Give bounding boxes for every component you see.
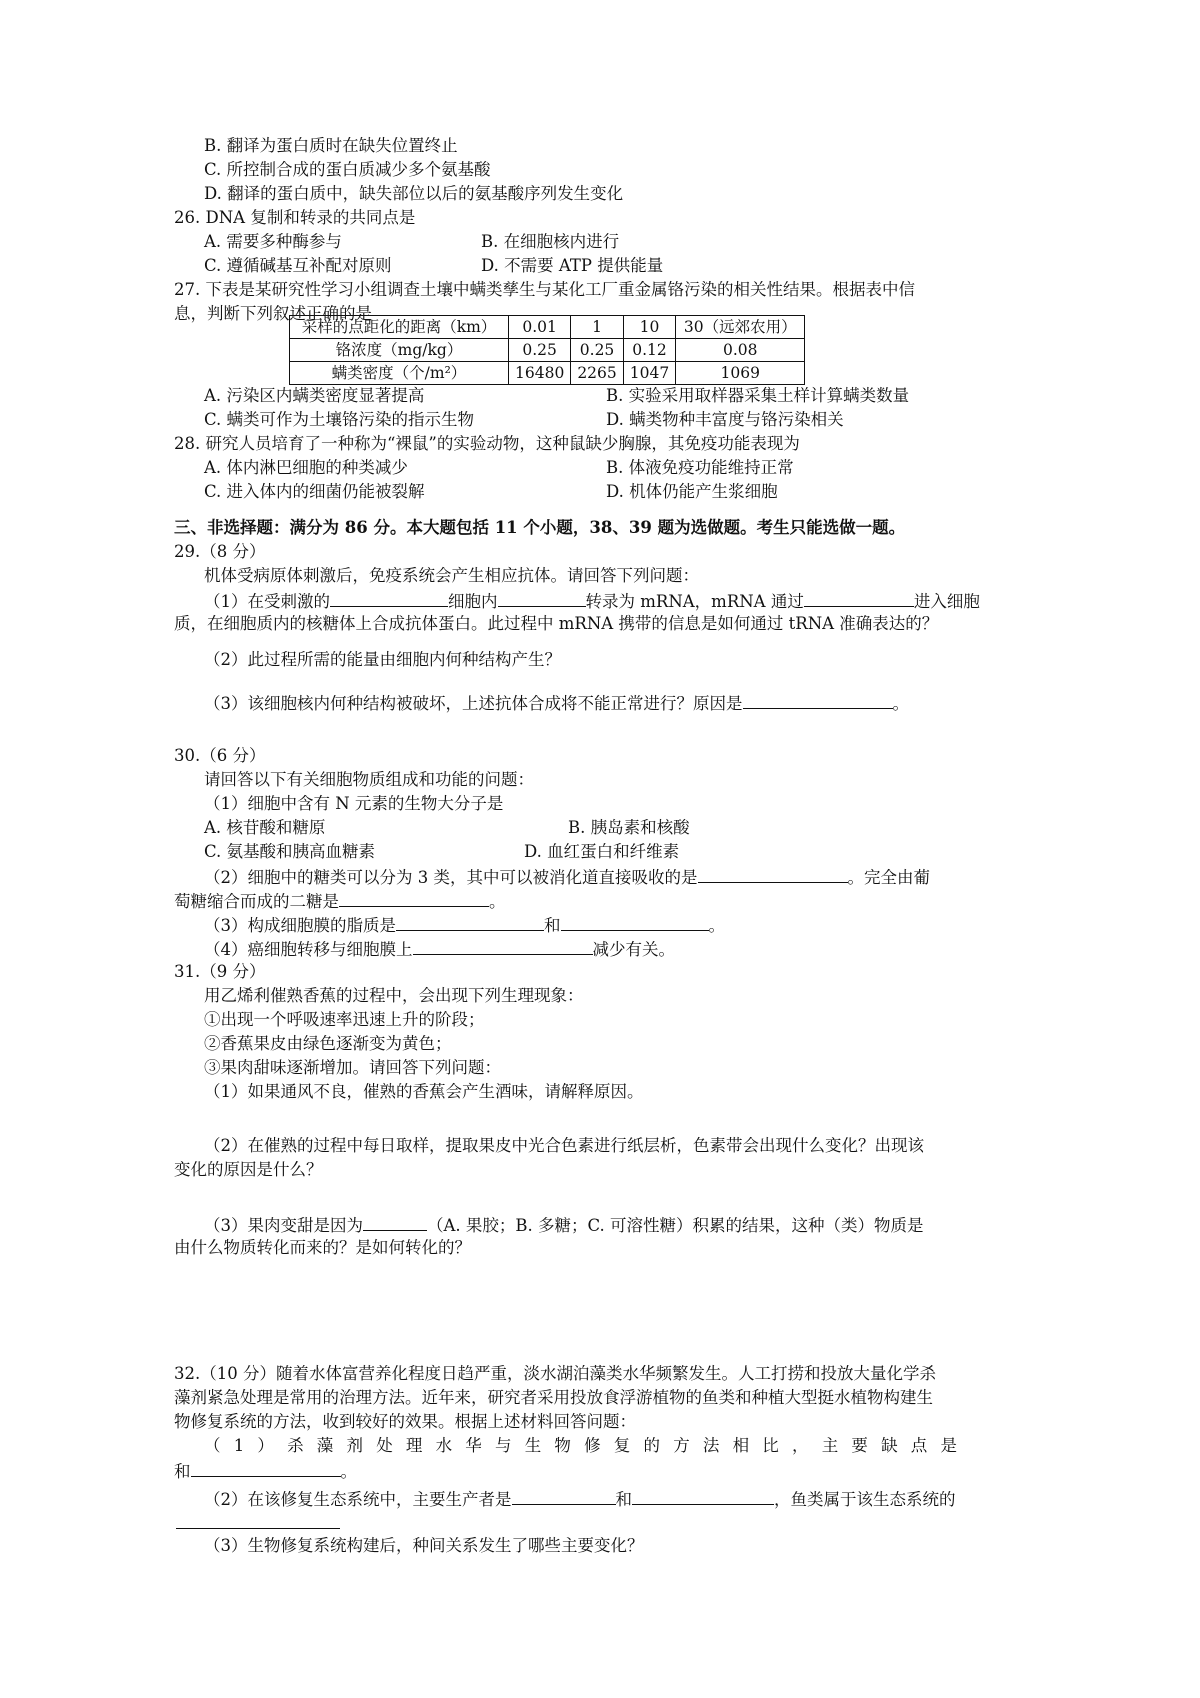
q32-part2 xyxy=(204,1486,956,1512)
q31-heading: 31.（9 分） xyxy=(174,962,266,981)
q31-item1: ①出现一个呼吸速率迅速上升的阶段； xyxy=(204,1010,485,1029)
q30-intro: 请回答以下有关细胞物质组成和功能的问题： xyxy=(204,770,534,789)
q27-option-d: D. 螨类物种丰富度与铬污染相关 xyxy=(606,410,844,429)
text: 细胞内 xyxy=(448,592,498,611)
q32-stem-line3: 物修复系统的方法，收到较好的效果。根据上述材料回答问题： xyxy=(174,1412,636,1431)
text: 和 xyxy=(615,1490,632,1509)
q28-stem: 28. 研究人员培育了一种称为“裸鼠”的实验动物，这种鼠缺少胸腺，其免疫功能表现为 xyxy=(174,434,800,453)
q28-option-d: D. 机体仍能产生浆细胞 xyxy=(606,482,778,501)
text: （4）癌细胞转移与细胞膜上 xyxy=(204,940,413,959)
table-row xyxy=(290,362,805,385)
blank-line xyxy=(176,1510,340,1529)
text: （2）在该修复生态系统中，主要生产者是 xyxy=(204,1490,512,1509)
blank-line xyxy=(561,912,709,931)
table-row xyxy=(290,339,805,362)
q31-item3: ③果肉甜味逐渐增加。请回答下列问题： xyxy=(204,1058,501,1077)
q31-part3-cont: 由什么物质转化而来的？是如何转化的？ xyxy=(174,1238,471,1257)
text: 。 xyxy=(708,916,725,935)
q32-part3: （3）生物修复系统构建后，种间关系发生了哪些主要变化？ xyxy=(204,1536,644,1555)
text: （1）在受刺激的 xyxy=(204,592,330,611)
q29-part1-cont: 质，在细胞质内的核糖体上合成抗体蛋白。此过程中 mRNA 携带的信息是如何通过 tRNA 准确表达的？ xyxy=(174,614,939,633)
table-cell: 1047 xyxy=(623,362,675,385)
q27-option-b: B. 实验采用取样器采集土样计算螨类数量 xyxy=(606,386,910,405)
q29-heading: 29.（8 分） xyxy=(174,542,266,561)
q32-part2-cont xyxy=(176,1510,340,1536)
q26-option-c: C. 遵循碱基互补配对原则 xyxy=(204,256,392,275)
table-cell: 0.12 xyxy=(623,339,675,362)
table-cell: 0.25 xyxy=(571,339,623,362)
q27-stem-line2: 息，判断下列叙述正确的是 xyxy=(174,304,372,323)
table-cell: 0.25 xyxy=(509,339,571,362)
q30-part3 xyxy=(204,912,725,938)
q30-part2 xyxy=(204,864,930,890)
blank-line xyxy=(804,588,914,607)
text: 萄糖缩合而成的二糖是 xyxy=(174,892,339,911)
text: 和 xyxy=(544,916,561,935)
blank-line xyxy=(743,690,893,709)
q29-intro: 机体受病原体刺激后，免疫系统会产生相应抗体。请回答下列问题： xyxy=(204,566,699,585)
q25-option-c: C. 所控制合成的蛋白质减少多个氨基酸 xyxy=(204,160,491,179)
table-cell: 1 xyxy=(571,316,623,339)
q30-option-d: D. 血红蛋白和纤维素 xyxy=(524,842,680,861)
q27-option-c: C. 螨类可作为土壤铬污染的指示生物 xyxy=(204,410,475,429)
q31-part2-cont: 变化的原因是什么？ xyxy=(174,1160,323,1179)
text: 。 xyxy=(340,1462,357,1481)
text: 转录为 mRNA，mRNA 通过 xyxy=(585,592,804,611)
q30-option-a: A. 核苷酸和糖原 xyxy=(204,818,326,837)
blank-line xyxy=(191,1458,341,1477)
q26-option-d: D. 不需要 ATP 提供能量 xyxy=(481,256,664,275)
q31-part2: （2）在催熟的过程中每日取样，提取果皮中光合色素进行纸层析，色素带会出现什么变化？出现该 xyxy=(204,1136,924,1155)
blank-line xyxy=(512,1486,616,1505)
q30-part1: （1）细胞中含有 N 元素的生物大分子是 xyxy=(204,794,504,813)
q25-option-b: B. 翻译为蛋白质时在缺失位置终止 xyxy=(204,136,458,155)
q31-part1: （1）如果通风不良，催熟的香蕉会产生酒味，请解释原因。 xyxy=(204,1082,644,1101)
q29-part2: （2）此过程所需的能量由细胞内何种结构产生？ xyxy=(204,650,561,669)
table-cell: 采样的点距化的距离（km） xyxy=(290,316,509,339)
q29-part3 xyxy=(204,690,909,716)
q31-part3 xyxy=(204,1212,924,1238)
table-cell: 10 xyxy=(623,316,675,339)
table-cell: 30（远郊农用） xyxy=(676,316,805,339)
q27-option-a: A. 污染区内螨类密度显著提高 xyxy=(204,386,425,405)
q32-part1-cont xyxy=(174,1458,357,1484)
table-cell: 2265 xyxy=(571,362,623,385)
blank-line xyxy=(698,864,848,883)
q30-option-b: B. 胰岛素和核酸 xyxy=(568,818,690,837)
text: （3）果肉变甜是因为 xyxy=(204,1216,363,1235)
q30-part2-cont xyxy=(174,888,506,914)
q29-part1 xyxy=(204,588,980,614)
q30-part4 xyxy=(204,936,675,962)
table-cell: 螨类密度（个/m²） xyxy=(290,362,509,385)
q31-item2: ②香蕉果皮由绿色逐渐变为黄色； xyxy=(204,1034,452,1053)
blank-line xyxy=(363,1212,427,1231)
blank-line xyxy=(339,888,489,907)
q28-option-b: B. 体液免疫功能维持正常 xyxy=(606,458,794,477)
section-heading: 三、非选择题：满分为 86 分。本大题包括 11 个小题，38、39 题为选做题。考生只能选做一题。 xyxy=(174,518,906,537)
text: 。 xyxy=(892,694,909,713)
blank-line xyxy=(396,912,544,931)
table-row xyxy=(290,316,805,339)
q26-option-b: B. 在细胞核内进行 xyxy=(481,232,620,251)
text: 。完全由葡 xyxy=(847,868,930,887)
blank-line xyxy=(632,1486,774,1505)
q32-stem-line1: 32.（10 分）随着水体富营养化程度日趋严重，淡水湖泊藻类水华频繁发生。人工打捞和投放大量化学杀 xyxy=(174,1364,936,1383)
text: （3）构成细胞膜的脂质是 xyxy=(204,916,396,935)
table-cell: 铬浓度（mg/kg） xyxy=(290,339,509,362)
q32-part1: （1）杀藻剂处理水华与生物修复的方法相比，主要缺点是 xyxy=(204,1436,971,1455)
table-cell: 1069 xyxy=(676,362,805,385)
blank-line xyxy=(498,588,586,607)
blank-line xyxy=(330,588,448,607)
q30-heading: 30.（6 分） xyxy=(174,746,266,765)
q30-option-c: C. 氨基酸和胰高血糖素 xyxy=(204,842,376,861)
mite-survey-table xyxy=(289,315,805,385)
text: 进入细胞 xyxy=(913,592,980,611)
q27-stem-line1: 27. 下表是某研究性学习小组调查土壤中螨类孳生与某化工厂重金属铬污染的相关性结果。根据表中信 xyxy=(174,280,915,299)
table-cell: 0.01 xyxy=(509,316,571,339)
text: 减少有关。 xyxy=(592,940,675,959)
q26-stem: 26. DNA 复制和转录的共同点是 xyxy=(174,208,416,227)
text: （3）该细胞核内何种结构被破坏，上述抗体合成将不能正常进行？原因是 xyxy=(204,694,743,713)
text: 。 xyxy=(489,892,506,911)
table-cell: 0.08 xyxy=(676,339,805,362)
blank-line xyxy=(413,936,593,955)
q25-option-d: D. 翻译的蛋白质中，缺失部位以后的氨基酸序列发生变化 xyxy=(204,184,624,203)
text: ，鱼类属于该生态系统的 xyxy=(774,1490,956,1509)
q31-intro: 用乙烯利催熟香蕉的过程中，会出现下列生理现象： xyxy=(204,986,584,1005)
text: （2）细胞中的糖类可以分为 3 类，其中可以被消化道直接吸收的是 xyxy=(204,868,698,887)
q28-option-a: A. 体内淋巴细胞的种类减少 xyxy=(204,458,408,477)
text: 和 xyxy=(174,1462,191,1481)
q32-stem-line2: 藻剂紧急处理是常用的治理方法。近年来，研究者采用投放食浮游植物的鱼类和种植大型挺水植物构建生 xyxy=(174,1388,933,1407)
q26-option-a: A. 需要多种酶参与 xyxy=(204,232,342,251)
table-cell: 16480 xyxy=(509,362,571,385)
text: （A. 果胶；B. 多糖；C. 可溶性糖）积累的结果，这种（类）物质是 xyxy=(427,1216,924,1235)
q28-option-c: C. 进入体内的细菌仍能被裂解 xyxy=(204,482,425,501)
